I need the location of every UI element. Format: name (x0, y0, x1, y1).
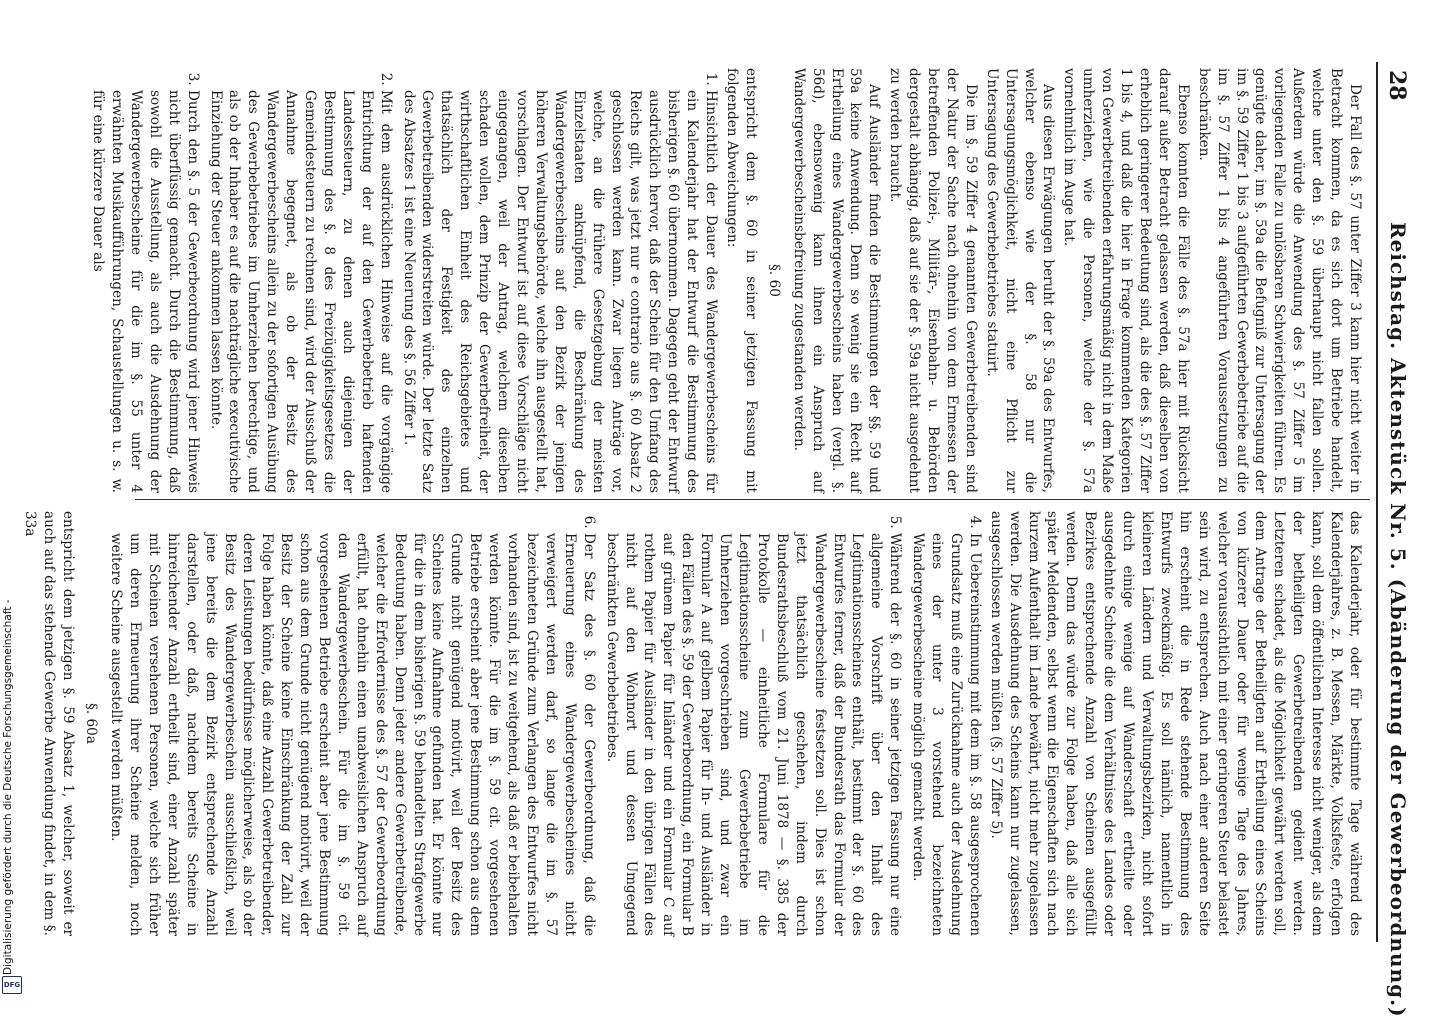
section-heading: §. 60 (765, 264, 782, 297)
page-number: 28 (1384, 70, 1410, 101)
paragraph: Der Fall des §. 57 unter Ziffer 3 kann hier nicht weiter in Betracht kommen, da es sich dort um Betriebe handelt, welche unter den §. 59 überhaupt nicht fallen sollen. Außerdem würde die Anwendung des §. 57 Ziffer 5 im vorliegenden Falle zu unlösbaren Schwierigkeiten führen. Es genügte daher, im §. 59a die Befugniß zur Untersagung der im §. 59 Ziffer 1 bis 3 aufgeführten Gewerbebetriebe auf die im §. 57 Ziffer 1 bis 4 angeführten Voraussetzungen zu beschränken. (1195, 68, 1363, 493)
paragraph: Aus diesen Erwägungen beruht der §. 59a des Entwurfes, welcher ebenso wie der §. 58 nur die Untersagungsmöglichkeit, nicht eine Pflicht zur Untersagung des Gewerbebetriebes statuirt. (983, 68, 1057, 493)
paragraph: das Kalenderjahr, oder für bestimmte Tage während des Kalenderjahres, z. B. Messen, Märkte, Volksfeste, erfolgen kann, soll dem öffentlichen Interesse nicht weniger, als dem der betheiligten Gewerbetreibenden gedient werden. Letzteren schadet, als die Möglichkeit gewährt werden soll, dem Antrage der Betheiligten auf Ertheilung eines Scheins von kürzerer Dauer oder für wenige Tage des Jahres, welcher voraussichtlich mit einer geringeren Steuer belastet sein wird, zu entsprechen. Auch nach einer anderen Seite hin erscheint die in Rede stehende Bestimmung des Entwurfs zweckmäßig. Es soll nämlich, namentlich in kleineren Ländern und Verwaltungsbezirken, nicht sofort durch einige wenige auf Wanderschaft ertheilte oder ausgedehnte Scheine die dem Verhältnisse des Landes oder Bezirkes entsprechende Anzahl von Scheinen ausgefüllt werden. Denn das würde zur Folge haben, daß alle sich später Meldenden, selbst wenn die Eigenschaften sich nach kurzem Aufenthalt im Lande bewährt, nicht mehr zugelassen werden. Die Ausdehnung des Scheins kann nur zugelassen, ausgeschlossen werden müßten (§. 57 Ziffer 5). (987, 511, 1363, 936)
digitization-credit: Digitalisierung gefördert durch die Deutsche Forschungsgemeinschaft - (2, 599, 14, 975)
paragraph: Auf Ausländer finden die Bestimmungen der §§. 59 und 59a keine Anwendung. Denn so wenig sie ein Recht auf Ertheilung eines Wandergewerbescheins haben (vergl. §. 56d), ebensowenig kann ihnen ein Anspruch auf Wandergewerbescheinsbefreiung zugestanden werden. (790, 68, 883, 493)
paragraph: Ebenso konnten die Fälle des §. 57a hier mit Rücksicht darauf außer Betracht gelassen werden, daß dieselben von erheblich geringerer Bedeutung sind, als die des §. 57 Ziffer 1 bis 4, und daß die hier in Frage kommenden Kategorien von Gewerbetreibenden erfahrungsmäßig nicht in dem Maße umherziehen, wie die Personen, welche der §. 57a vornehmlich im Auge hat. (1061, 68, 1191, 493)
paragraph: entspricht dem jetzigen §. 59 Absatz 1, welcher, soweit er auch auf das stehende Gewerbe Anwendung findet, in dem §. 33a (22, 511, 77, 936)
amendment-list-continued (106, 511, 984, 936)
page-header (1374, 62, 1416, 1018)
section-heading: §. 60a (83, 703, 100, 744)
amendment-list (88, 68, 720, 493)
column-separator (135, 499, 1370, 500)
list-item: 3. Durch den §. 5 der Gewerbeordnung wird jener Hinweis nicht überflüssig gemacht. Durch die Bestimmung, daß sowohl die Ausstellung, als auch die Ausdehnung der Wandergewerbescheine für die im §. 55 unter 4 erwähnten Musikaufführungen, Schaustellungen u. s. w. für eine kürzere Dauer als (88, 90, 201, 493)
list-item: 2. Mit dem ausdrücklichen Hinweise auf die vorgängige Entrichtung der auf den Gewerbebetrieb haftenden Landessteuern, zu denen auch diejenigen der Bestimmung des §. 8 des Freizügigkeitsgesetzes die Gemeindesteuern zu rechnen sind, wird der Ausschuß der Annahme begegnet, als ob der Besitz des Wandergewerbescheins allein zu der sofortigen Ausübung des Gewerbebetriebes im Umherziehen berechtige, und als ob der Inhaber es auf die nachträgliche executivische Einziehung der Steuer ankommen lassen könnte. (206, 90, 395, 493)
document-page (22, 62, 1416, 1018)
list-item: 5. Während der §. 60 in seiner jetzigen Fassung nur eine allgemeine Vorschrift über den Inhalt des Legitimationsscheines enthält, bestimmt der §. 60 des Entwurfes ferner, daß der Bundesrath das Formular der Wandergewerbescheine festsetzen soll. Dies ist schon jetzt thatsächlich geschehen, indem durch Bundesrathsbeschluß vom 21. Juni 1878 — §. 385 der Protokolle — einheitliche Formulare für die Legitimationsscheine zum Gewerbebetriebe im Umherziehen vorgeschrieben sind, und zwar ein Formular A auf gelbem Papier für In- und Ausländer in den Fällen des §. 59 der Gewerbeordnung, ein Formular B auf grünem Papier für Inländer und ein Formular C auf rothem Papier für Ausländer in den übrigen Fällen des nicht auf den Wohnort und dessen Umgegend beschränkten Gewerbebetriebes. (602, 533, 905, 936)
paragraph: Die im §. 59 Ziffer 4 genannten Gewerbetreibenden sind der Natur der Sache nach ohnehin von dem Ermessen der betreffenden Polizei-, Militär-, Eisenbahn- u. Behörden dergestalt abhängig, daß auf sie der §. 59a nicht ausgedehnt zu werden braucht. (887, 68, 979, 493)
paragraph: entspricht dem §. 60 in seiner jetzigen Fassung mit folgenden Abweichungen: (724, 68, 759, 493)
header-rule (1376, 62, 1378, 942)
dfg-logo-icon: DFG (2, 976, 22, 994)
left-column (90, 68, 1364, 493)
page-title: Reichstag. Aktenstück Nr. 5. (Abänderung der Gewerbeordnung.) (1386, 222, 1410, 1018)
list-item: 6. Der Satz des §. 60 der Gewerbeordnung, daß die Erneuerung eines Wandergewerbescheines nicht verweigert werden darf, so lange die im §. 57 bezeichneten Gründe zum Verlangen des Entwurfes nicht vorhanden sind, ist zu weitgehend, als daß er beibehalten werden könnte. Für die im §. 59 cit. vorgesehenen Betriebe erscheint aber jene Bestimmung schon aus dem Grunde nicht genügend motivirt, weil der Besitz des Scheines keine Aufnahme gefunden hat. Er könnte nur für die in dem bisherigen §. 59 behandelten Strafgewerbe Bedeutung haben. Denn jeder andere Gewerbetreibende, welcher die Erfordernisse des §. 57 der Gewerbeordnung erfüllt, hat ohnehin einen unabweislichen Anspruch auf den Wandergewerbeschein. Für die im §. 59 cit. vorgesehenen Betriebe erscheint aber jene Bestimmung schon aus dem Grunde nicht genügend motivirt, weil der Besitz der Scheine keine Einschränkung der Zahl zur Folge haben könnte, daß eine Anzahl Gewerbetreibender, deren Leistungen bedürfnisse möglicherweise, als ob der Besitz des Wandergewerbeschein ausschließlich, weil jene bereits die dem Bezirk entsprechende Anzahl darstellen, oder daß, nachdem bereits Scheine in hinreichender Anzahl ertheilt sind, einer Anzahl später mit Scheinen versehenen Personen, welche sich früher um deren Erneuerung ihrer Scheine melden, noch weitere Scheine ausgestellt werden müßten. (106, 533, 598, 936)
list-item: 4. In Uebereinstimmung mit dem im §. 58 ausgesprochenen Grundsatz muß eine Zurücknahme auch der Ausdehnung eines der unter 3 vorstehend bezeichneten Wandergewerbescheine möglich gemacht werden. (908, 533, 984, 936)
list-item: 1. Hinsichtlich der Dauer des Wandergewerbescheins für ein Kalenderjahr hat der Entwurf die Bestimmung des bisherigen §. 60 übernommen. Dagegen geht der Entwurf ausdrücklich hervor, daß der Schein für den Umfang des Reichs gilt, was jetzt nur e contrario aus §. 60 Absatz 2 geschlossen werden kann. Zwar liegen Anträge vor, welche, an die frühere Gesetzgebung der meisten Einzelstaaten anknüpfend, die Beschränkung des Wandergewerbescheins auf den Bezirk der jenigen höheren Verwaltungsbehörde, welche ihn ausgestellt hat, vorschlagen. Der Entwurf ist auf diese Vorschläge nicht eingegangen, weil der Antrag, welchem dieselben schaden wollen, dem Prinzip der Gewerbefreiheit, der wirthschaftlichen Einheit des Reichsgebietes und thatsächlich der Festigkeit des einzelnen Gewerbetreibenden widerstreiten würde. Der letzte Satz des Absatzes 1 ist eine Neuerung des §. 56 Ziffer 1. (399, 90, 720, 493)
right-column (22, 511, 1364, 936)
